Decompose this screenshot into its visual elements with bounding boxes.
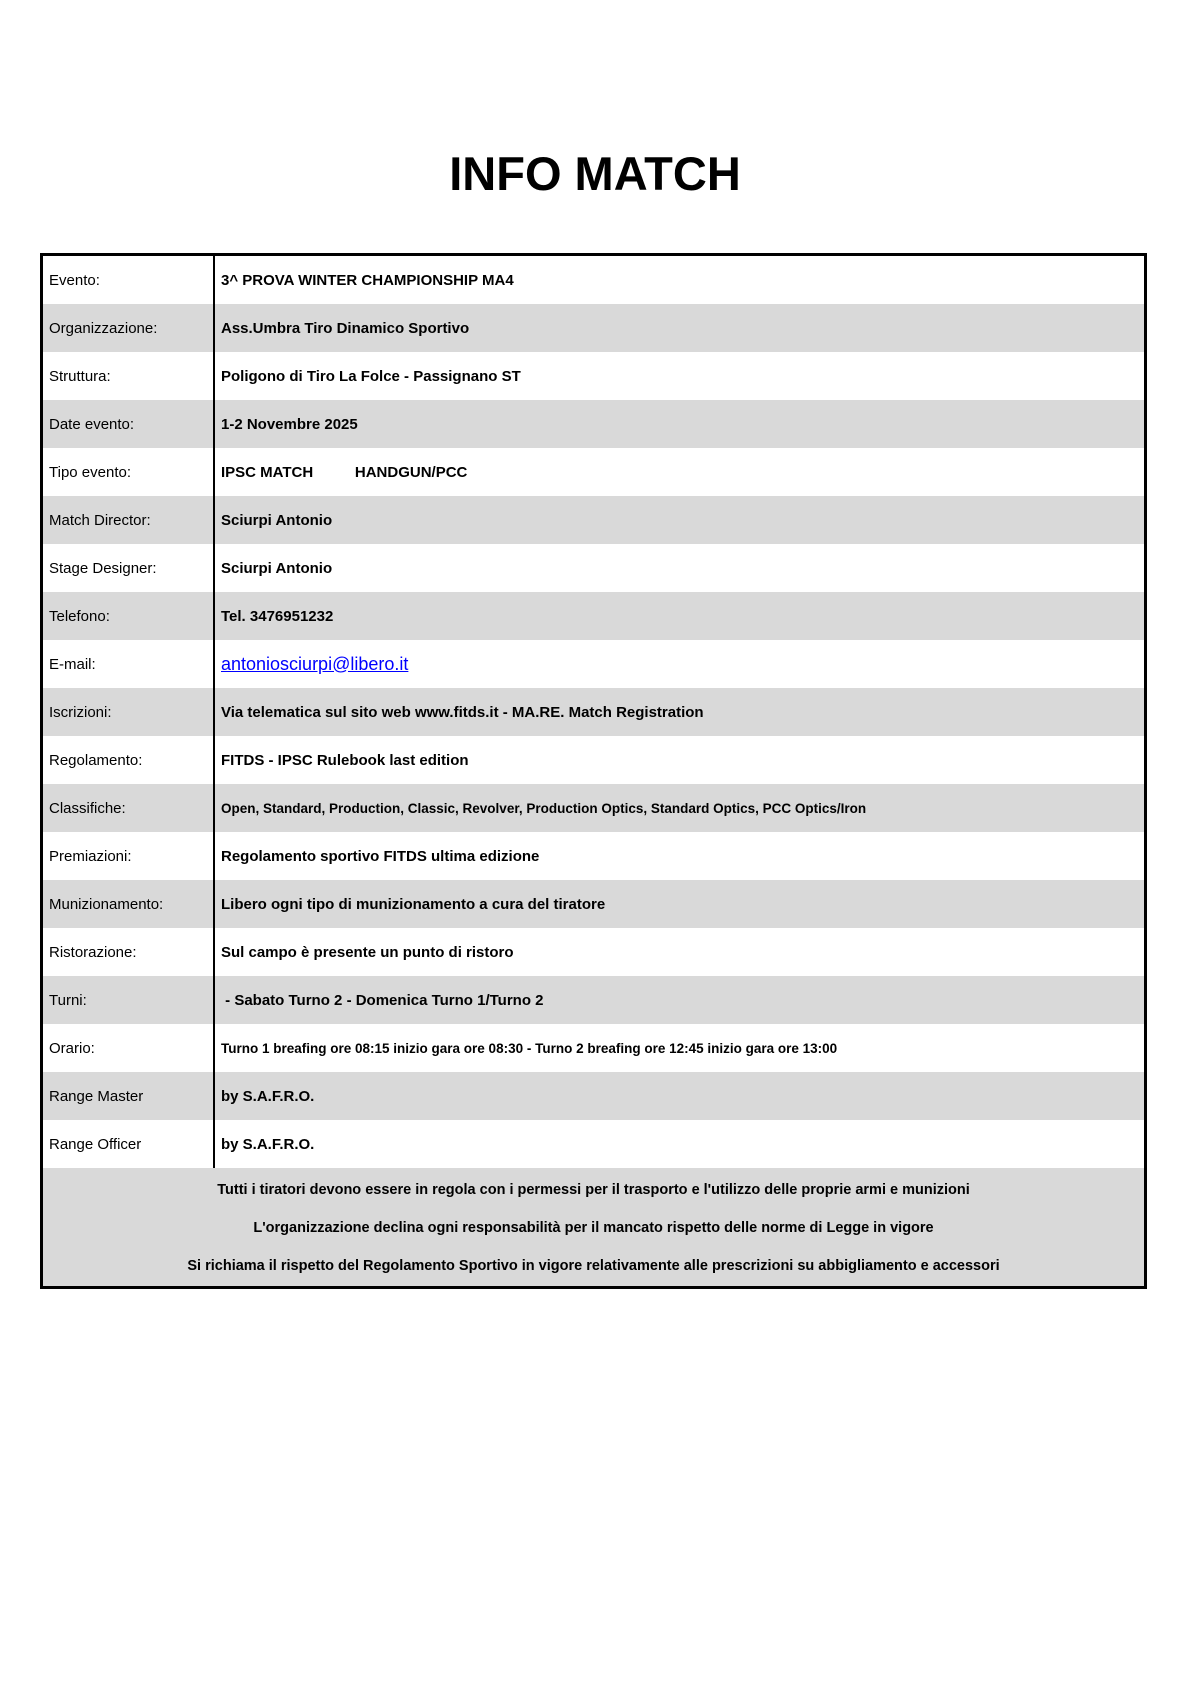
row-label: Range Master xyxy=(43,1072,215,1120)
row-label: Regolamento: xyxy=(43,736,215,784)
row-label: Classifiche: xyxy=(43,784,215,832)
table-row xyxy=(43,688,1144,736)
table-row xyxy=(43,400,1144,448)
row-label: Organizzazione: xyxy=(43,304,215,352)
row-value: Open, Standard, Production, Classic, Revolver, Production Optics, Standard Optics, PCC Optics/Iron xyxy=(221,800,867,816)
row-label: Munizionamento: xyxy=(43,880,215,928)
row-label: Telefono: xyxy=(43,592,215,640)
footer-note-regulation: Si richiama il rispetto del Regolamento Sportivo in vigore relativamente alle prescrizioni su abbigliamento e accessori xyxy=(187,1258,1000,1274)
row-value: Via telematica sul sito web www.fitds.it - MA.RE. Match Registration xyxy=(221,703,704,721)
row-label: Evento: xyxy=(43,256,215,304)
row-label: Turni: xyxy=(43,976,215,1024)
row-value: Regolamento sportivo FITDS ultima edizione xyxy=(221,847,540,865)
row-label: E-mail: xyxy=(43,640,215,688)
table-row xyxy=(43,832,1144,880)
row-value: 3^ PROVA WINTER CHAMPIONSHIP MA4 xyxy=(221,271,514,289)
row-value: Libero ogni tipo di munizionamento a cura del tiratore xyxy=(221,895,606,913)
table-row xyxy=(43,928,1144,976)
row-label: Tipo evento: xyxy=(43,448,215,496)
table-row xyxy=(43,352,1144,400)
row-label: Struttura: xyxy=(43,352,215,400)
table-row xyxy=(43,640,1144,688)
table-row xyxy=(43,1120,1144,1168)
row-value: - Sabato Turno 2 - Domenica Turno 1/Turno 2 xyxy=(221,991,544,1009)
table-row xyxy=(43,592,1144,640)
row-value: by S.A.F.R.O. xyxy=(221,1135,315,1153)
table-row xyxy=(43,976,1144,1024)
table-row xyxy=(43,736,1144,784)
footer-note-responsibility: L'organizzazione declina ogni responsabilità per il mancato rispetto delle norme di Legge in vigore xyxy=(253,1220,934,1236)
row-label: Iscrizioni: xyxy=(43,688,215,736)
footer-note-weapons: Tutti i tiratori devono essere in regola con i permessi per il trasporto e l'utilizzo delle proprie armi e munizioni xyxy=(217,1182,970,1198)
info-table xyxy=(40,253,1147,1289)
page-title: INFO MATCH xyxy=(449,147,741,200)
row-value: FITDS - IPSC Rulebook last edition xyxy=(221,751,469,769)
info-table-rows xyxy=(43,256,1144,1168)
table-footer xyxy=(43,1168,1144,1286)
row-label: Premiazioni: xyxy=(43,832,215,880)
row-value: 1-2 Novembre 2025 xyxy=(221,415,358,433)
row-value: by S.A.F.R.O. xyxy=(221,1087,315,1105)
table-row xyxy=(43,304,1144,352)
row-label: Range Officer xyxy=(43,1120,215,1168)
row-label: Match Director: xyxy=(43,496,215,544)
row-label: Orario: xyxy=(43,1024,215,1072)
row-value xyxy=(215,640,1144,688)
table-row xyxy=(43,448,1144,496)
table-row xyxy=(43,1072,1144,1120)
table-row xyxy=(43,880,1144,928)
row-label: Stage Designer: xyxy=(43,544,215,592)
row-value: Sciurpi Antonio xyxy=(221,559,333,577)
table-row xyxy=(43,784,1144,832)
row-value: Ass.Umbra Tiro Dinamico Sportivo xyxy=(221,319,470,337)
table-row xyxy=(43,1024,1144,1072)
table-row xyxy=(43,256,1144,304)
row-label: Ristorazione: xyxy=(43,928,215,976)
table-row xyxy=(43,496,1144,544)
row-value: Poligono di Tiro La Folce - Passignano ST xyxy=(221,367,521,385)
email-link[interactable]: antoniosciurpi@libero.it xyxy=(221,653,409,674)
table-row xyxy=(43,544,1144,592)
row-value: Sciurpi Antonio xyxy=(221,511,333,529)
row-value: Tel. 3476951232 xyxy=(221,607,334,625)
row-value: Turno 1 breafing ore 08:15 inizio gara ore 08:30 - Turno 2 breafing ore 12:45 inizio gara ore 13:00 xyxy=(221,1040,838,1056)
row-label: Date evento: xyxy=(43,400,215,448)
row-value: IPSC MATCH HANDGUN/PCC xyxy=(221,463,468,481)
row-value: Sul campo è presente un punto di ristoro xyxy=(221,943,514,961)
